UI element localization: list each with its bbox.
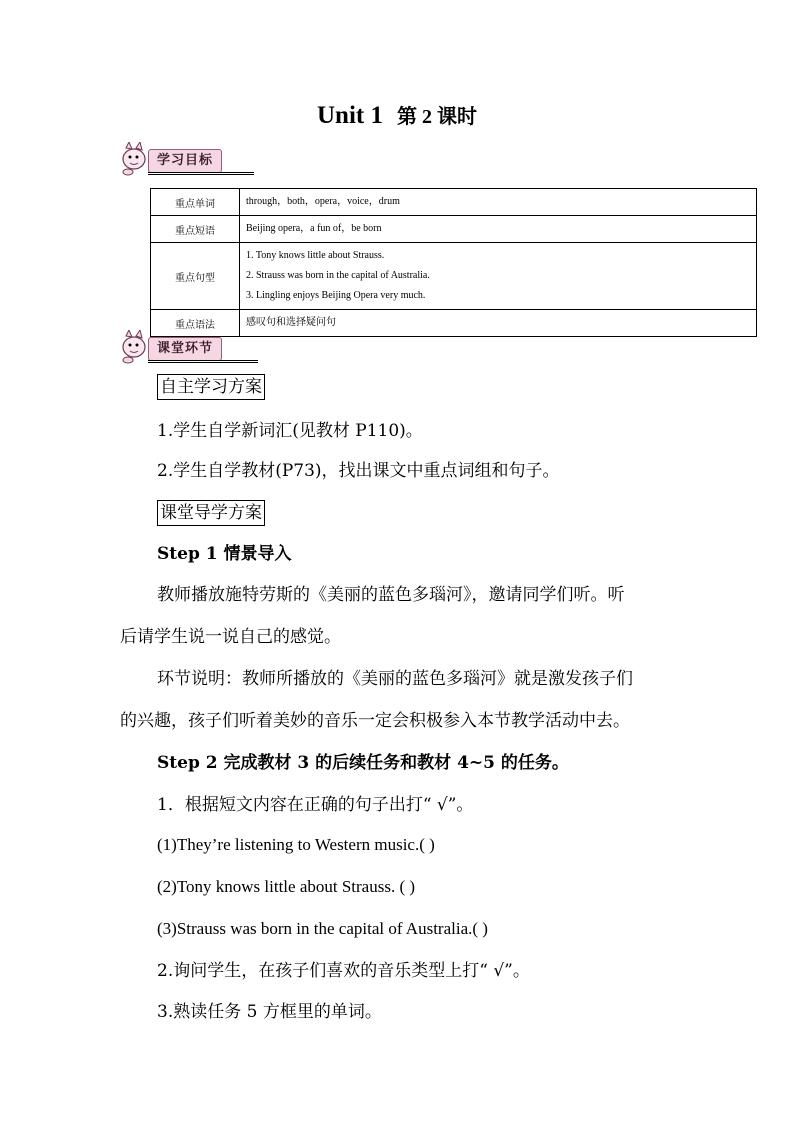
self-study-heading: 自主学习方案 [157, 374, 265, 400]
divider [148, 360, 258, 361]
question-item: (3)Strauss was born in the capital of Australia.( ) [157, 919, 488, 938]
divider [148, 174, 254, 175]
goal-line: 2. Strauss was born in the capital of Australia. [246, 270, 430, 281]
page-title [0, 100, 794, 130]
goal-line: 感叹句和选择疑问句 [246, 317, 336, 328]
goals-table [150, 188, 757, 337]
table-row [151, 216, 757, 243]
step2-task: 3.熟读任务 5 方框里的单词。 [157, 1002, 382, 1022]
step1-note: 的兴趣，孩子们听着美妙的音乐一定会积极参入本节教学活动中去。 [120, 711, 630, 731]
goal-line: Beijing opera，a fun of，be born [246, 223, 382, 234]
step1-paragraph: 教师播放施特劳斯的《美丽的蓝色多瑙河》，邀请同学们听。听 [157, 585, 625, 605]
question-item: (2)Tony knows little about Strauss. ( ) [157, 877, 416, 896]
section-banner-goals [118, 142, 258, 176]
goal-value [240, 310, 757, 337]
question-item: (1)They’re listening to Western music.( ) [157, 835, 435, 854]
title-lesson: 第 2 课时 [396, 106, 477, 128]
goal-line: 1. Tony knows little about Strauss. [246, 250, 385, 261]
goal-key: 重点单词 [151, 189, 240, 216]
goal-key: 重点句型 [151, 243, 240, 310]
section-title-class: 课堂环节 [148, 337, 222, 361]
step2-task: 1．根据短文内容在正确的句子出打“ √”。 [157, 795, 474, 815]
table-row [151, 189, 757, 216]
step2-title: Step 2 完成教材 3 的后续任务和教材 4~5 的任务。 [157, 753, 569, 773]
divider [148, 362, 258, 363]
step1-paragraph: 后请学生说一说自己的感觉。 [120, 627, 341, 647]
section-banner-class [118, 330, 258, 364]
goal-key: 重点短语 [151, 216, 240, 243]
goal-value [240, 216, 757, 243]
step2-task: 2.询问学生，在孩子们喜欢的音乐类型上打“ √”。 [157, 961, 530, 981]
step1-note: 环节说明：教师所播放的《美丽的蓝色多瑙河》就是激发孩子们 [157, 669, 633, 689]
divider [148, 172, 254, 173]
title-unit: Unit 1 [317, 102, 383, 129]
self-study-item: 2.学生自学教材(P73)，找出课文中重点词组和句子。 [157, 461, 560, 481]
goal-line: through，both，opera，voice，drum [246, 196, 400, 207]
step1-title: Step 1 情景导入 [157, 544, 292, 564]
section-title-goals: 学习目标 [148, 149, 222, 173]
goal-line: 3. Lingling enjoys Beijing Opera very much. [246, 290, 426, 301]
table-row [151, 243, 757, 310]
goal-value [240, 243, 757, 310]
guided-heading: 课堂导学方案 [157, 500, 265, 526]
goal-value [240, 189, 757, 216]
goal-key: 重点语法 [151, 310, 240, 337]
self-study-item: 1.学生自学新词汇(见教材 P110)。 [157, 421, 423, 441]
